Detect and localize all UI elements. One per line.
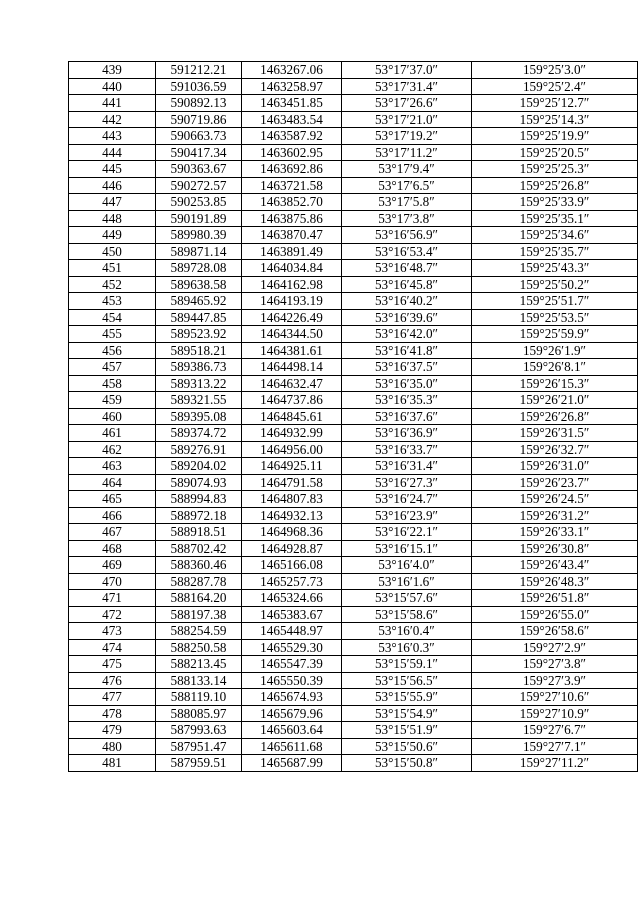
table-row xyxy=(69,491,638,508)
x-coordinate-cell: 590253.85 xyxy=(156,194,242,211)
longitude-cell: 159°25′50.2″ xyxy=(472,276,638,293)
longitude-cell: 159°26′26.8″ xyxy=(472,408,638,425)
latitude-cell: 53°16′0.3″ xyxy=(342,639,472,656)
x-coordinate-cell: 588360.46 xyxy=(156,557,242,574)
table-row xyxy=(69,755,638,772)
x-coordinate-cell: 590719.86 xyxy=(156,111,242,128)
latitude-cell: 53°16′42.0″ xyxy=(342,326,472,343)
y-coordinate-cell: 1465550.39 xyxy=(242,672,342,689)
table-row xyxy=(69,326,638,343)
y-coordinate-cell: 1463721.58 xyxy=(242,177,342,194)
point-number-cell: 481 xyxy=(69,755,156,772)
point-number-cell: 477 xyxy=(69,689,156,706)
table-row xyxy=(69,606,638,623)
longitude-cell: 159°27′7.1″ xyxy=(472,738,638,755)
longitude-cell: 159°27′2.9″ xyxy=(472,639,638,656)
table-row xyxy=(69,408,638,425)
x-coordinate-cell: 588133.14 xyxy=(156,672,242,689)
longitude-cell: 159°26′33.1″ xyxy=(472,524,638,541)
longitude-cell: 159°26′31.5″ xyxy=(472,425,638,442)
y-coordinate-cell: 1464498.14 xyxy=(242,359,342,376)
y-coordinate-cell: 1465529.30 xyxy=(242,639,342,656)
y-coordinate-cell: 1464344.50 xyxy=(242,326,342,343)
table-row xyxy=(69,441,638,458)
point-number-cell: 453 xyxy=(69,293,156,310)
point-number-cell: 475 xyxy=(69,656,156,673)
longitude-cell: 159°25′12.7″ xyxy=(472,95,638,112)
longitude-cell: 159°26′23.7″ xyxy=(472,474,638,491)
y-coordinate-cell: 1464791.58 xyxy=(242,474,342,491)
latitude-cell: 53°16′48.7″ xyxy=(342,260,472,277)
longitude-cell: 159°26′21.0″ xyxy=(472,392,638,409)
longitude-cell: 159°25′14.3″ xyxy=(472,111,638,128)
point-number-cell: 460 xyxy=(69,408,156,425)
latitude-cell: 53°16′15.1″ xyxy=(342,540,472,557)
longitude-cell: 159°25′19.9″ xyxy=(472,128,638,145)
longitude-cell: 159°25′43.3″ xyxy=(472,260,638,277)
point-number-cell: 478 xyxy=(69,705,156,722)
longitude-cell: 159°26′15.3″ xyxy=(472,375,638,392)
longitude-cell: 159°25′35.1″ xyxy=(472,210,638,227)
point-number-cell: 462 xyxy=(69,441,156,458)
x-coordinate-cell: 589518.21 xyxy=(156,342,242,359)
point-number-cell: 468 xyxy=(69,540,156,557)
latitude-cell: 53°16′35.3″ xyxy=(342,392,472,409)
table-row xyxy=(69,458,638,475)
x-coordinate-cell: 589523.92 xyxy=(156,326,242,343)
longitude-cell: 159°26′43.4″ xyxy=(472,557,638,574)
latitude-cell: 53°16′0.4″ xyxy=(342,623,472,640)
y-coordinate-cell: 1465679.96 xyxy=(242,705,342,722)
point-number-cell: 469 xyxy=(69,557,156,574)
point-number-cell: 464 xyxy=(69,474,156,491)
y-coordinate-cell: 1464226.49 xyxy=(242,309,342,326)
x-coordinate-cell: 589980.39 xyxy=(156,227,242,244)
longitude-cell: 159°26′32.7″ xyxy=(472,441,638,458)
y-coordinate-cell: 1464845.61 xyxy=(242,408,342,425)
latitude-cell: 53°16′27.3″ xyxy=(342,474,472,491)
table-body xyxy=(69,62,638,772)
latitude-cell: 53°17′26.6″ xyxy=(342,95,472,112)
latitude-cell: 53°16′23.9″ xyxy=(342,507,472,524)
y-coordinate-cell: 1463692.86 xyxy=(242,161,342,178)
table-row xyxy=(69,62,638,79)
latitude-cell: 53°16′24.7″ xyxy=(342,491,472,508)
point-number-cell: 452 xyxy=(69,276,156,293)
table-row xyxy=(69,161,638,178)
latitude-cell: 53°17′37.0″ xyxy=(342,62,472,79)
table-row xyxy=(69,210,638,227)
point-number-cell: 450 xyxy=(69,243,156,260)
latitude-cell: 53°17′31.4″ xyxy=(342,78,472,95)
longitude-cell: 159°25′59.9″ xyxy=(472,326,638,343)
longitude-cell: 159°26′1.9″ xyxy=(472,342,638,359)
latitude-cell: 53°16′31.4″ xyxy=(342,458,472,475)
x-coordinate-cell: 589276.91 xyxy=(156,441,242,458)
point-number-cell: 443 xyxy=(69,128,156,145)
table-row xyxy=(69,375,638,392)
longitude-cell: 159°25′20.5″ xyxy=(472,144,638,161)
x-coordinate-cell: 590191.89 xyxy=(156,210,242,227)
point-number-cell: 444 xyxy=(69,144,156,161)
point-number-cell: 463 xyxy=(69,458,156,475)
x-coordinate-cell: 591036.59 xyxy=(156,78,242,95)
x-coordinate-cell: 589386.73 xyxy=(156,359,242,376)
y-coordinate-cell: 1464925.11 xyxy=(242,458,342,475)
latitude-cell: 53°15′58.6″ xyxy=(342,606,472,623)
longitude-cell: 159°26′8.1″ xyxy=(472,359,638,376)
y-coordinate-cell: 1464956.00 xyxy=(242,441,342,458)
table-row xyxy=(69,623,638,640)
latitude-cell: 53°16′35.0″ xyxy=(342,375,472,392)
y-coordinate-cell: 1465603.64 xyxy=(242,722,342,739)
longitude-cell: 159°26′24.5″ xyxy=(472,491,638,508)
x-coordinate-cell: 588254.59 xyxy=(156,623,242,640)
latitude-cell: 53°15′57.6″ xyxy=(342,590,472,607)
table-row xyxy=(69,590,638,607)
y-coordinate-cell: 1465547.39 xyxy=(242,656,342,673)
table-row xyxy=(69,656,638,673)
y-coordinate-cell: 1464932.13 xyxy=(242,507,342,524)
x-coordinate-cell: 588918.51 xyxy=(156,524,242,541)
latitude-cell: 53°15′50.6″ xyxy=(342,738,472,755)
latitude-cell: 53°16′37.6″ xyxy=(342,408,472,425)
table-row xyxy=(69,507,638,524)
y-coordinate-cell: 1465383.67 xyxy=(242,606,342,623)
x-coordinate-cell: 591212.21 xyxy=(156,62,242,79)
table-row xyxy=(69,243,638,260)
latitude-cell: 53°17′9.4″ xyxy=(342,161,472,178)
x-coordinate-cell: 588197.38 xyxy=(156,606,242,623)
latitude-cell: 53°17′19.2″ xyxy=(342,128,472,145)
table-row xyxy=(69,639,638,656)
point-number-cell: 465 xyxy=(69,491,156,508)
x-coordinate-cell: 588972.18 xyxy=(156,507,242,524)
longitude-cell: 159°27′3.8″ xyxy=(472,656,638,673)
x-coordinate-cell: 590363.67 xyxy=(156,161,242,178)
y-coordinate-cell: 1463258.97 xyxy=(242,78,342,95)
point-number-cell: 456 xyxy=(69,342,156,359)
y-coordinate-cell: 1463267.06 xyxy=(242,62,342,79)
x-coordinate-cell: 590892.13 xyxy=(156,95,242,112)
table-row xyxy=(69,738,638,755)
x-coordinate-cell: 590417.34 xyxy=(156,144,242,161)
table-row xyxy=(69,309,638,326)
x-coordinate-cell: 589374.72 xyxy=(156,425,242,442)
longitude-cell: 159°27′10.6″ xyxy=(472,689,638,706)
longitude-cell: 159°26′55.0″ xyxy=(472,606,638,623)
point-number-cell: 467 xyxy=(69,524,156,541)
table-row xyxy=(69,128,638,145)
point-number-cell: 480 xyxy=(69,738,156,755)
point-number-cell: 455 xyxy=(69,326,156,343)
latitude-cell: 53°17′6.5″ xyxy=(342,177,472,194)
x-coordinate-cell: 589465.92 xyxy=(156,293,242,310)
table-row xyxy=(69,194,638,211)
table-row xyxy=(69,689,638,706)
point-number-cell: 445 xyxy=(69,161,156,178)
longitude-cell: 159°27′3.9″ xyxy=(472,672,638,689)
longitude-cell: 159°25′35.7″ xyxy=(472,243,638,260)
table-row xyxy=(69,78,638,95)
y-coordinate-cell: 1465324.66 xyxy=(242,590,342,607)
point-number-cell: 439 xyxy=(69,62,156,79)
point-number-cell: 461 xyxy=(69,425,156,442)
y-coordinate-cell: 1465674.93 xyxy=(242,689,342,706)
longitude-cell: 159°25′33.9″ xyxy=(472,194,638,211)
x-coordinate-cell: 588213.45 xyxy=(156,656,242,673)
x-coordinate-cell: 589728.08 xyxy=(156,260,242,277)
point-number-cell: 449 xyxy=(69,227,156,244)
x-coordinate-cell: 587993.63 xyxy=(156,722,242,739)
y-coordinate-cell: 1463870.47 xyxy=(242,227,342,244)
x-coordinate-cell: 589638.58 xyxy=(156,276,242,293)
y-coordinate-cell: 1465687.99 xyxy=(242,755,342,772)
point-number-cell: 472 xyxy=(69,606,156,623)
point-number-cell: 446 xyxy=(69,177,156,194)
longitude-cell: 159°26′31.2″ xyxy=(472,507,638,524)
y-coordinate-cell: 1463891.49 xyxy=(242,243,342,260)
point-number-cell: 442 xyxy=(69,111,156,128)
x-coordinate-cell: 589395.08 xyxy=(156,408,242,425)
table-row xyxy=(69,95,638,112)
y-coordinate-cell: 1464193.19 xyxy=(242,293,342,310)
latitude-cell: 53°16′37.5″ xyxy=(342,359,472,376)
latitude-cell: 53°16′22.1″ xyxy=(342,524,472,541)
table-row xyxy=(69,474,638,491)
table-row xyxy=(69,342,638,359)
x-coordinate-cell: 589313.22 xyxy=(156,375,242,392)
table-row xyxy=(69,359,638,376)
longitude-cell: 159°26′58.6″ xyxy=(472,623,638,640)
longitude-cell: 159°26′30.8″ xyxy=(472,540,638,557)
y-coordinate-cell: 1463587.92 xyxy=(242,128,342,145)
x-coordinate-cell: 589871.14 xyxy=(156,243,242,260)
x-coordinate-cell: 588994.83 xyxy=(156,491,242,508)
latitude-cell: 53°15′55.9″ xyxy=(342,689,472,706)
point-number-cell: 451 xyxy=(69,260,156,277)
latitude-cell: 53°15′51.9″ xyxy=(342,722,472,739)
longitude-cell: 159°25′3.0″ xyxy=(472,62,638,79)
point-number-cell: 454 xyxy=(69,309,156,326)
y-coordinate-cell: 1465257.73 xyxy=(242,573,342,590)
point-number-cell: 458 xyxy=(69,375,156,392)
y-coordinate-cell: 1465166.08 xyxy=(242,557,342,574)
x-coordinate-cell: 589447.85 xyxy=(156,309,242,326)
table-row xyxy=(69,293,638,310)
y-coordinate-cell: 1463602.95 xyxy=(242,144,342,161)
point-number-cell: 440 xyxy=(69,78,156,95)
point-number-cell: 448 xyxy=(69,210,156,227)
x-coordinate-cell: 589074.93 xyxy=(156,474,242,491)
latitude-cell: 53°16′56.9″ xyxy=(342,227,472,244)
longitude-cell: 159°27′10.9″ xyxy=(472,705,638,722)
point-number-cell: 447 xyxy=(69,194,156,211)
longitude-cell: 159°25′25.3″ xyxy=(472,161,638,178)
x-coordinate-cell: 588702.42 xyxy=(156,540,242,557)
table-row xyxy=(69,111,638,128)
x-coordinate-cell: 590272.57 xyxy=(156,177,242,194)
point-number-cell: 441 xyxy=(69,95,156,112)
table-row xyxy=(69,144,638,161)
table-row xyxy=(69,392,638,409)
point-number-cell: 479 xyxy=(69,722,156,739)
y-coordinate-cell: 1465448.97 xyxy=(242,623,342,640)
table-row xyxy=(69,260,638,277)
point-number-cell: 459 xyxy=(69,392,156,409)
point-number-cell: 470 xyxy=(69,573,156,590)
y-coordinate-cell: 1464381.61 xyxy=(242,342,342,359)
latitude-cell: 53°17′3.8″ xyxy=(342,210,472,227)
longitude-cell: 159°27′11.2″ xyxy=(472,755,638,772)
latitude-cell: 53°17′11.2″ xyxy=(342,144,472,161)
x-coordinate-cell: 588119.10 xyxy=(156,689,242,706)
table-row xyxy=(69,177,638,194)
latitude-cell: 53°17′21.0″ xyxy=(342,111,472,128)
x-coordinate-cell: 588085.97 xyxy=(156,705,242,722)
y-coordinate-cell: 1464737.86 xyxy=(242,392,342,409)
table-row xyxy=(69,722,638,739)
y-coordinate-cell: 1463451.85 xyxy=(242,95,342,112)
longitude-cell: 159°25′34.6″ xyxy=(472,227,638,244)
latitude-cell: 53°16′40.2″ xyxy=(342,293,472,310)
document-page xyxy=(68,61,638,772)
longitude-cell: 159°25′26.8″ xyxy=(472,177,638,194)
latitude-cell: 53°16′53.4″ xyxy=(342,243,472,260)
y-coordinate-cell: 1464162.98 xyxy=(242,276,342,293)
point-number-cell: 473 xyxy=(69,623,156,640)
longitude-cell: 159°25′2.4″ xyxy=(472,78,638,95)
coordinates-table xyxy=(68,61,638,772)
latitude-cell: 53°16′36.9″ xyxy=(342,425,472,442)
x-coordinate-cell: 587959.51 xyxy=(156,755,242,772)
latitude-cell: 53°16′4.0″ xyxy=(342,557,472,574)
y-coordinate-cell: 1464928.87 xyxy=(242,540,342,557)
latitude-cell: 53°15′59.1″ xyxy=(342,656,472,673)
longitude-cell: 159°26′48.3″ xyxy=(472,573,638,590)
x-coordinate-cell: 588164.20 xyxy=(156,590,242,607)
y-coordinate-cell: 1464968.36 xyxy=(242,524,342,541)
y-coordinate-cell: 1464632.47 xyxy=(242,375,342,392)
longitude-cell: 159°25′53.5″ xyxy=(472,309,638,326)
point-number-cell: 466 xyxy=(69,507,156,524)
x-coordinate-cell: 588250.58 xyxy=(156,639,242,656)
y-coordinate-cell: 1463852.70 xyxy=(242,194,342,211)
x-coordinate-cell: 589204.02 xyxy=(156,458,242,475)
point-number-cell: 457 xyxy=(69,359,156,376)
point-number-cell: 474 xyxy=(69,639,156,656)
table-row xyxy=(69,705,638,722)
table-row xyxy=(69,524,638,541)
table-row xyxy=(69,540,638,557)
longitude-cell: 159°27′6.7″ xyxy=(472,722,638,739)
table-row xyxy=(69,672,638,689)
table-row xyxy=(69,557,638,574)
latitude-cell: 53°17′5.8″ xyxy=(342,194,472,211)
latitude-cell: 53°15′54.9″ xyxy=(342,705,472,722)
longitude-cell: 159°25′51.7″ xyxy=(472,293,638,310)
table-row xyxy=(69,425,638,442)
latitude-cell: 53°15′56.5″ xyxy=(342,672,472,689)
longitude-cell: 159°26′51.8″ xyxy=(472,590,638,607)
latitude-cell: 53°16′1.6″ xyxy=(342,573,472,590)
y-coordinate-cell: 1465611.68 xyxy=(242,738,342,755)
latitude-cell: 53°16′33.7″ xyxy=(342,441,472,458)
y-coordinate-cell: 1464932.99 xyxy=(242,425,342,442)
y-coordinate-cell: 1464034.84 xyxy=(242,260,342,277)
x-coordinate-cell: 590663.73 xyxy=(156,128,242,145)
x-coordinate-cell: 588287.78 xyxy=(156,573,242,590)
y-coordinate-cell: 1463875.86 xyxy=(242,210,342,227)
point-number-cell: 471 xyxy=(69,590,156,607)
x-coordinate-cell: 589321.55 xyxy=(156,392,242,409)
point-number-cell: 476 xyxy=(69,672,156,689)
latitude-cell: 53°16′45.8″ xyxy=(342,276,472,293)
latitude-cell: 53°16′39.6″ xyxy=(342,309,472,326)
longitude-cell: 159°26′31.0″ xyxy=(472,458,638,475)
table-row xyxy=(69,227,638,244)
y-coordinate-cell: 1463483.54 xyxy=(242,111,342,128)
table-row xyxy=(69,276,638,293)
latitude-cell: 53°15′50.8″ xyxy=(342,755,472,772)
table-row xyxy=(69,573,638,590)
x-coordinate-cell: 587951.47 xyxy=(156,738,242,755)
latitude-cell: 53°16′41.8″ xyxy=(342,342,472,359)
y-coordinate-cell: 1464807.83 xyxy=(242,491,342,508)
